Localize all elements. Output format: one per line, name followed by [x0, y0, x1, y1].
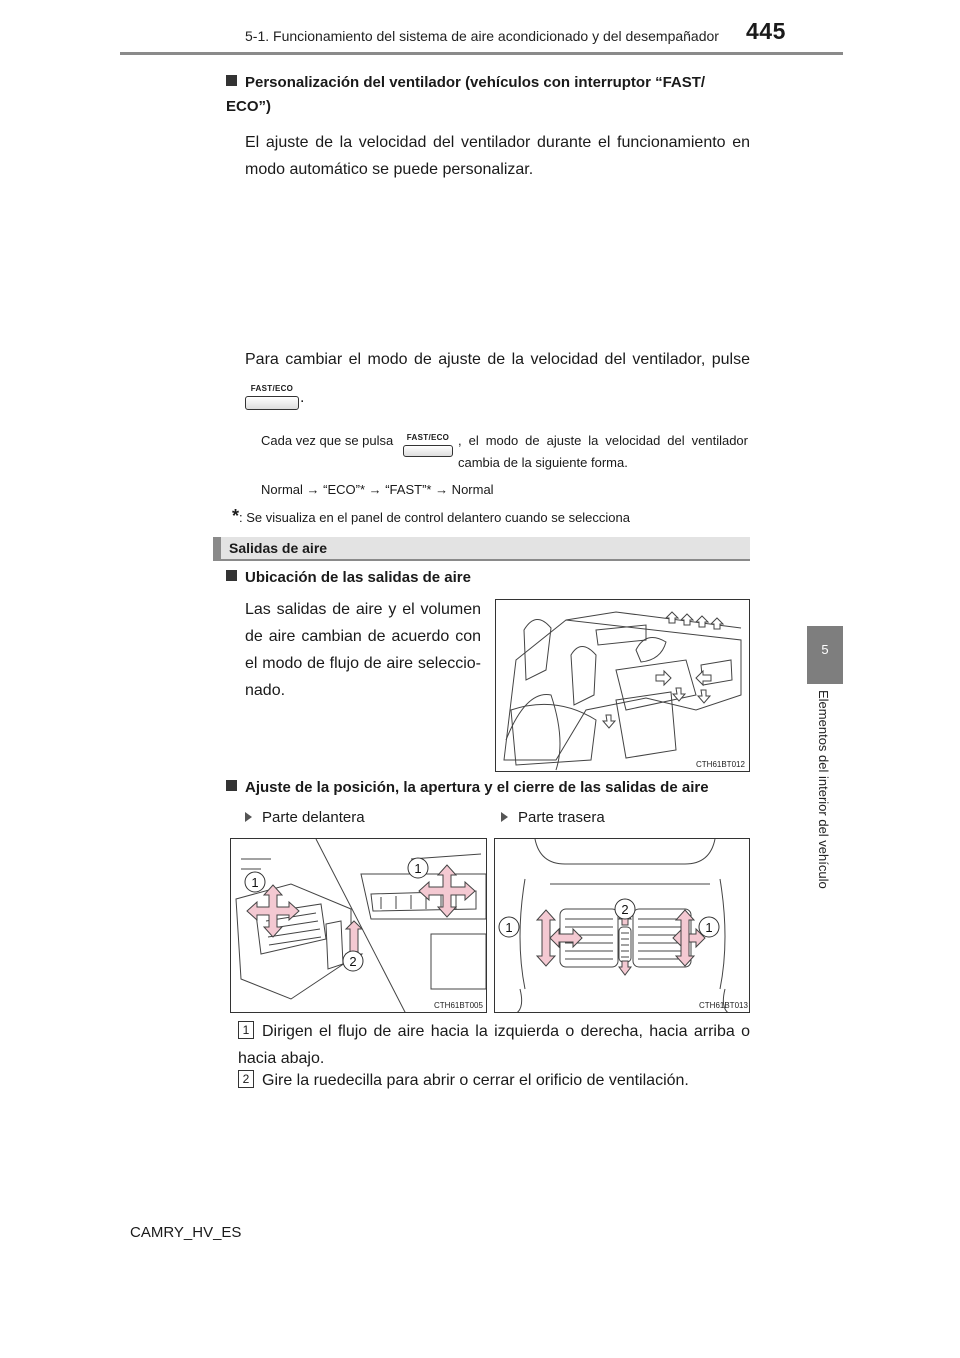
fan-para-2: Para cambiar el modo de ajuste de la velocidad del ventilador, pulse [245, 351, 750, 368]
fan-para-1: El ajuste de la velocidad del ventilador durante el funcionamiento en modo automático se puede personalizar. [245, 134, 750, 178]
cabin-illustration [496, 600, 750, 772]
fast-eco-button-icon [245, 396, 299, 410]
location-heading: Ubicación de las salidas de aire [226, 569, 471, 586]
front-vents-illustration [231, 839, 487, 1013]
fan-para-2-period: . [300, 389, 305, 406]
model-code: CAMRY_HV_ES [130, 1224, 242, 1241]
cabin-vents-figure [495, 599, 750, 772]
heading-square-icon [226, 75, 237, 86]
callout-rear-1b: 1 [705, 920, 713, 935]
heading-square-icon [226, 570, 237, 581]
callout-front-1b: 1 [414, 861, 422, 876]
callout-rear-2: 2 [621, 902, 629, 917]
fast-eco-button-large [245, 378, 299, 410]
item-number-1: 1 [238, 1021, 254, 1039]
front-label: Parte delantera [245, 809, 365, 826]
fast-eco-button-small-icon [403, 445, 453, 457]
figure-2-code: CTH61BT005 [434, 1001, 483, 1010]
page-number: 445 [746, 18, 786, 44]
fast-eco-button-small [403, 427, 453, 457]
fan-note-end: , el modo de ajuste la velocidad del ventilador cambia de la siguiente forma. [458, 433, 748, 470]
chapter-side-label [800, 690, 850, 920]
fan-note-start: Cada vez que se pulsa [261, 433, 394, 448]
callout-front-1a: 1 [251, 875, 259, 890]
header-divider [120, 52, 843, 55]
fan-footnote: *: Se visualiza en el panel de control delantero cuando se selecciona [232, 506, 630, 526]
figure-3-code: CTH61BT013 [699, 1001, 748, 1010]
location-text: Las salidas de aire y el volumen de aire cambian de acuerdo con el modo de flujo de aire seleccio-nado. [245, 601, 481, 699]
fan-section-heading: Personalización del ventilador (vehículos con interruptor “FAST/ ECO”) [226, 74, 706, 115]
list-item: 2 Gire la ruedecilla para abrir o cerrar el orificio de ventilación. [238, 1067, 750, 1094]
chapter-side-label-text: Elementos del interior del vehículo [816, 690, 831, 889]
chapter-title: 5-1. Funcionamiento del sistema de aire acondicionado y del desempañador [245, 28, 719, 44]
callout-rear-1a: 1 [505, 920, 513, 935]
item-number-2: 2 [238, 1070, 254, 1088]
fast-eco-button-label: FAST/ECO [250, 384, 294, 393]
front-vents-figure [230, 838, 487, 1013]
list-item: 1 Dirigen el flujo de aire hacia la izquierda o derecha, hacia arriba o hacia abajo. [238, 1023, 750, 1067]
triangle-bullet-icon [501, 812, 508, 822]
callout-front-2: 2 [349, 954, 357, 969]
fast-eco-button-small-label: FAST/ECO [406, 433, 450, 442]
rear-label: Parte trasera [501, 809, 605, 826]
adjust-heading: Ajuste de la posición, la apertura y el cierre de las salidas de aire [226, 779, 709, 796]
fan-sequence: Normal → “ECO”* → “FAST”* → Normal [261, 482, 494, 497]
section-title: Salidas de aire [229, 540, 328, 556]
rear-vents-illustration [495, 839, 750, 1013]
triangle-bullet-icon [245, 812, 252, 822]
rear-vents-figure [494, 838, 750, 1013]
section-title-bar [213, 537, 750, 561]
footnote-asterisk: * [232, 506, 240, 526]
heading-square-icon [226, 780, 237, 791]
figure-1-code: CTH61BT012 [696, 760, 745, 769]
chapter-tab-number: 5 [821, 642, 829, 657]
